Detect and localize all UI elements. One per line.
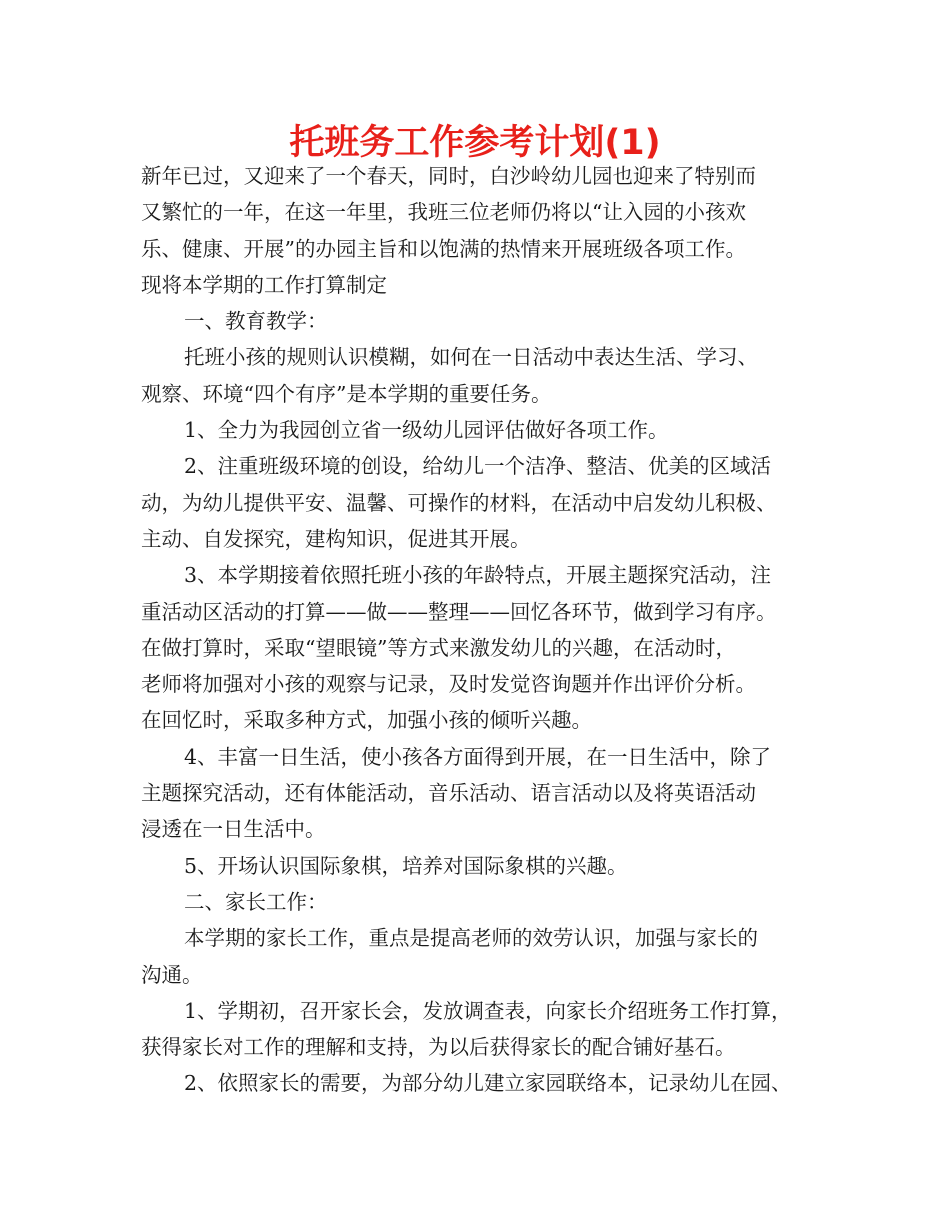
text-line: 获得家长对工作的理解和支持，为以后获得家长的配合铺好基石。 <box>141 1035 736 1060</box>
text-line: 老师将加强对小孩的观察与记录，及时发觉咨询题并作出评价分析。 <box>141 672 756 697</box>
document-title: 托班务工作参考计划(1) <box>289 123 661 163</box>
text-line: 3、本学期接着依照托班小孩的年龄特点，开展主题探究活动，注 <box>184 563 772 588</box>
text-line: 观察、环境“四个有序”是本学期的重要任务。 <box>141 381 552 406</box>
text-line: 主动、自发探究，建构知识，促进其开展。 <box>141 526 531 551</box>
text-line: 重活动区活动的打算——做——整理——回忆各环节，做到学习有序。 <box>141 599 777 624</box>
text-line: 本学期的家长工作，重点是提高老师的效劳认识，加强与家长的 <box>184 926 758 951</box>
text-line: 托班小孩的规则认识模糊，如何在一日活动中表达生活、学习、 <box>184 345 758 370</box>
text-line: 现将本学期的工作打算制定 <box>141 272 387 297</box>
text-line: 乐、健康、开展”的办园主旨和以饱满的热情来开展班级各项工作。 <box>141 236 746 261</box>
text-line: 浸透在一日生活中。 <box>141 817 326 842</box>
document-body <box>141 158 831 1102</box>
text-line: 1、学期初，召开家长会，发放调查表，向家长介绍班务工作打算， <box>184 998 792 1023</box>
text-line: 5、开场认识国际象棋，培养对国际象棋的兴趣。 <box>184 853 628 878</box>
text-line: 主题探究活动，还有体能活动，音乐活动、语言活动以及将英语活动 <box>141 781 756 806</box>
text-line: 1、全力为我园创立省一级幼儿园评估做好各项工作。 <box>184 418 669 443</box>
text-line: 在做打算时，采取“望眼镜”等方式来激发幼儿的兴趣，在活动时， <box>141 635 736 660</box>
text-line: 动，为幼儿提供平安、温馨、可操作的材料，在活动中启发幼儿积极、 <box>141 490 777 515</box>
text-line: 2、依照家长的需要，为部分幼儿建立家园联络本，记录幼儿在园、 <box>184 1071 792 1096</box>
text-line: 沟通。 <box>141 962 203 987</box>
text-line: 二、家长工作： <box>184 889 328 914</box>
text-line: 又繁忙的一年，在这一年里，我班三位老师仍将以“让入园的小孩欢 <box>141 200 746 225</box>
text-line: 一、教育教学： <box>184 309 328 334</box>
text-line: 在回忆时，采取多种方式，加强小孩的倾听兴趣。 <box>141 708 592 733</box>
text-line: 新年已过，又迎来了一个春天，同时，白沙岭幼儿园也迎来了特别而 <box>141 164 756 188</box>
text-line: 2、注重班级环境的创设，给幼儿一个洁净、整洁、优美的区域活 <box>184 454 772 479</box>
text-line: 4、丰富一日生活，使小孩各方面得到开展，在一日生活中，除了 <box>184 744 772 769</box>
